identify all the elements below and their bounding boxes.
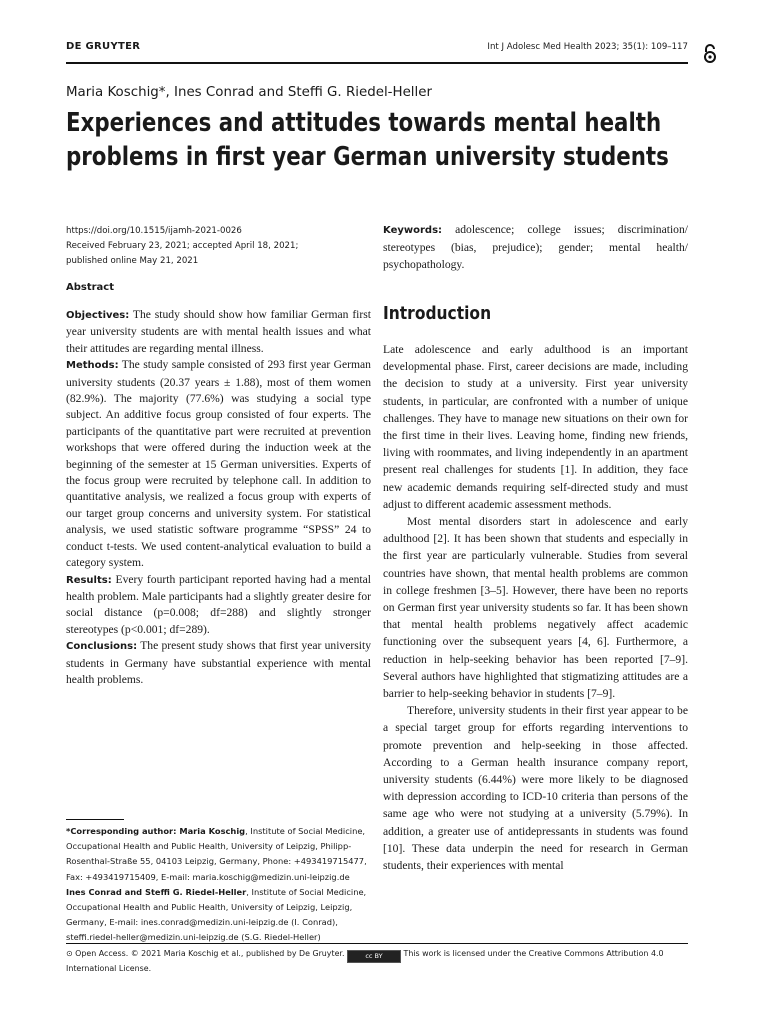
abstract-body [66, 307, 371, 688]
conclusions-label: Conclusions: [66, 641, 138, 653]
corresponding-author [66, 824, 371, 885]
abstract-conclusions [66, 638, 371, 688]
author-list: Maria Koschig*, Ines Conrad and Steffi G. Riedel-Heller [66, 85, 432, 100]
corresponding-author-label: *Corresponding author: Maria Koschig [66, 826, 246, 836]
page-header [66, 40, 688, 64]
objectives-label: Objectives: [66, 310, 130, 321]
objectives-text: The study should show how familiar German first year university students are with mental health issues and what their attitudes are regarding mental illness. [66, 308, 371, 355]
author-footnote [66, 824, 371, 946]
keywords [383, 221, 688, 273]
open-access-small-icon: ⊙ [66, 949, 73, 958]
abstract-results [66, 572, 371, 639]
license-text-before: Open Access. © 2021 Maria Koschig et al., published by De Gruyter. [75, 949, 345, 958]
license-notice [66, 948, 688, 976]
coauthors-details: , Institute of Social Medicine, Occupational Health and Public Health, University of Leipzig, Leipzig, Germany, E-mail: ines.conrad@medizin.uni-leipzig.de (I. Conrad), steffi.riedel-heller@medizin.uni-leipzig.de (S.G. Riedel-Heller) [66, 886, 367, 943]
introduction-body [383, 341, 688, 874]
license-text-after: This work is licensed under the Creative Commons Attribution 4.0 International License. [66, 949, 664, 973]
published-date: published online May 21, 2021 [66, 256, 199, 266]
doi-link[interactable]: https://doi.org/10.1515/ijamh-2021-0026 [66, 226, 242, 236]
coauthors-label: Ines Conrad and Steffi G. Riedel-Heller [66, 886, 247, 897]
intro-paragraph: Most mental disorders start in adolescence and early adulthood [2]. It has been shown that students and especially in the first year are particularly vulnerable. Studies from several countries have shown, that mental health problems are common in college freshmen [3–5]. However, there have been no reports on German first year university students so far. It has been shown that mental health problems negatively affect academic functioning over the subsequent years [4, 6]. Furthermore, a reduction in help-seeking behavior has been reported [7–9]. Several authors have highlighted that stigmatizing attitudes are a barrier to help-seeking behavior in students [7–9]. [383, 515, 688, 701]
article-title: Experiences and attitudes towards mental health problems in first year German university students [66, 107, 669, 171]
publisher-name: DE GRUYTER [66, 41, 141, 52]
intro-paragraph: Therefore, university students in their first year appear to be a special target group for efforts regarding interventions to promote prevention and help-seeking in those affected. According to a German health insurance company report, university students (6.44%) were more likely to be diagnosed with depression according to ICD-10 criteria than persons of the same age who were not studying at a university (5.79%). In addition, a greater use of antidepressants in students was found [10]. These data underpin the need for research in German students, their experiences with mental [383, 704, 688, 873]
results-label: Results: [66, 574, 112, 586]
article-meta [66, 224, 298, 269]
abstract-objectives [66, 307, 371, 357]
journal-citation: Int J Adolesc Med Health 2023; 35(1): 109–117 [487, 42, 688, 52]
methods-text: The study sample consisted of 293 first year German university students (20.37 years ± 1.88), most of them women (82.9%). The majority (77.6%) was studying a social type subject. An additive focus group consisted of four experts. The participants of the quantitative part were recruited at prevention workshops that were offered during the induction week at the beginning of the semester at 15 German universities. Experts of the focus group were recruited by telephone call. In addition to quantitative analysis, we realized a focus group with experts of our target group concerns and university system. For statistical analysis, we used statistic software programme “SPSS” 24 to conduct t-tests. We used content-analytical evaluation to build a category system. [66, 358, 371, 570]
license-divider [66, 943, 688, 944]
abstract-heading: Abstract [66, 282, 115, 293]
keywords-label: Keywords: [383, 225, 443, 236]
corresponding-author-details: , Institute of Social Medicine, Occupational Health and Public Health, University of Leipzig, Philipp-Rosenthal-Straße 55, 04103 Leipzig, Germany, Phone: +493419715477, Fax: +493419715409, E-mail: maria.koschig@medizin.uni-leipzig.de [66, 826, 367, 882]
coauthors [66, 885, 371, 946]
open-access-icon [702, 44, 718, 64]
results-text: Every fourth participant reported having had a mental health problem. Male participants had a slightly greater desire for social distance (p=0.008; df=288) and slightly stronger stereotypes (p<0.001; df=289). [66, 572, 371, 636]
footnote-divider [66, 819, 124, 820]
abstract-methods [66, 357, 371, 571]
keywords-text: adolescence; college issues; discrimination/ stereotypes (bias, prejudice); gender; mental health/ psychopathology. [383, 223, 688, 271]
conclusions-text: The present study shows that first year university students in Germany have substantial experience with mental health problems. [66, 639, 371, 686]
received-dates: Received February 23, 2021; accepted April 18, 2021; [66, 241, 299, 251]
methods-label: Methods: [66, 360, 119, 372]
cc-by-badge[interactable]: cc BY [347, 950, 401, 963]
intro-paragraph: Late adolescence and early adulthood is an important developmental phase. First, career decisions are made, including the decision to study at a university. First year university students, in particular, are confronted with a number of unique challenges. They have to manage new situations on their own for the first time in their lives. Leaving home, finding new friends, living with roommates, and living independently in an apartment present real challenges for students [1]. In addition, they face new academic demands requiring self-directed study and must adjust to different academic assessment methods. [383, 343, 688, 511]
introduction-heading: Introduction [383, 303, 492, 324]
